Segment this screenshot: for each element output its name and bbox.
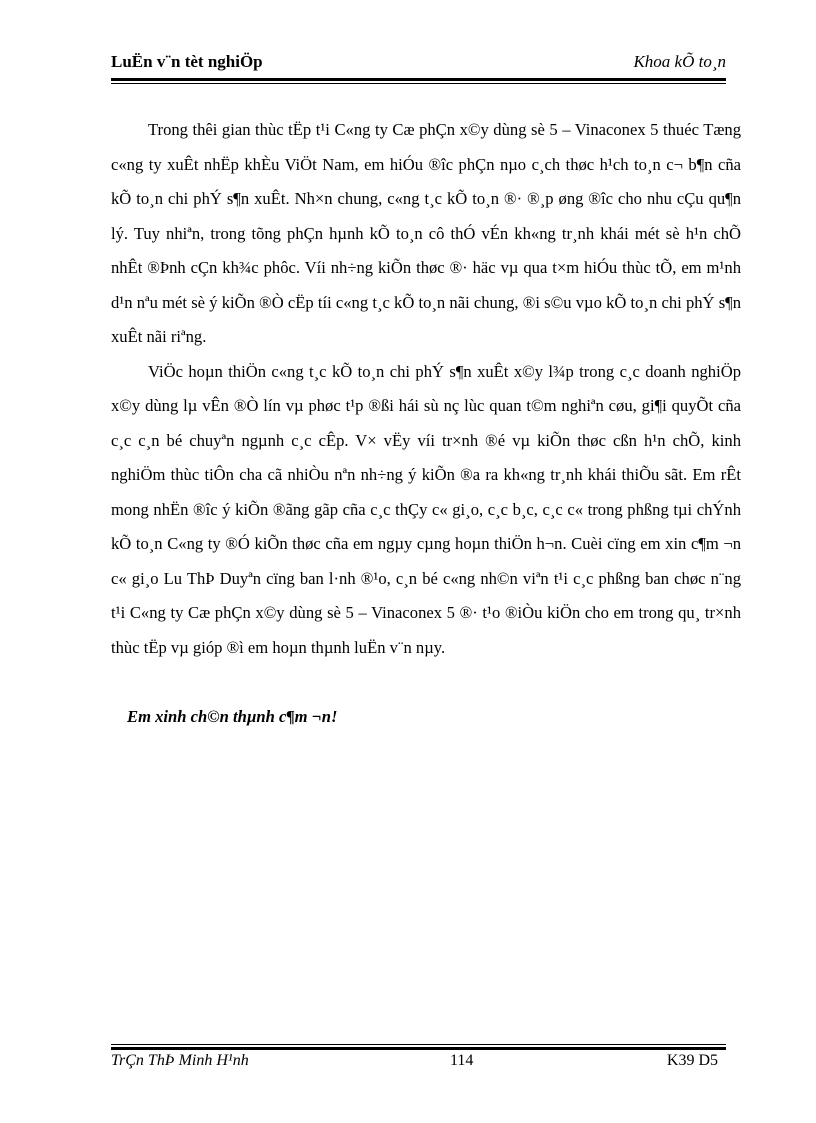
thesis-title: LuËn v¨n tèt nghiÖp	[111, 52, 263, 71]
page-number: 114	[450, 1052, 474, 1069]
header-rule-thick	[111, 78, 726, 81]
department-name: Khoa kÕ to¸n	[633, 52, 726, 71]
header-rule-thin	[111, 83, 726, 84]
page-footer	[111, 1052, 726, 1076]
footer-rule-thick	[111, 1047, 726, 1050]
footer-rule-thin	[111, 1044, 726, 1045]
main-text	[111, 113, 741, 665]
class-code: K39 D5	[666, 1052, 718, 1069]
paragraph-1: Trong thêi gian thùc tËp t¹i C«ng ty Cæ phÇn x©y dùng sè 5 – Vinaconex 5 thuéc Tæng c«ng ty xuÊt nhËp khÈu ViÖt Nam, em hiÓu ®îc phÇn nµo c¸ch thøc h¹ch to¸n c¬ b¶n cña kÕ to¸n chi phÝ s¶n xuÊt. Nh×n chung, c«ng t¸c kÕ to¸n ®· ®¸p øng ®îc cho nhu cÇu qu¶n lý. Tuy nhiªn, trong tõng phÇn hµnh kÕ to¸n cô thÓ vÉn kh«ng tr¸nh khái mét sè h¹n chÕ nhÊt ®Þnh cÇn kh¾c phôc. Víi nh÷ng kiÕn thøc ®· häc vµ qua t×m hiÓu thùc tÕ, em m¹nh d¹n nªu mét sè ý kiÕn ®Ò cËp tíi c«ng t¸c kÕ to¸n nãi chung, ®i s©u vµo kÕ to¸n chi phÝ s¶n xuÊt nãi riªng.	[111, 120, 741, 346]
paragraph-2: ViÖc hoµn thiÖn c«ng t¸c kÕ to¸n chi phÝ s¶n xuÊt x©y l¾p trong c¸c doanh nghiÖp x©y dùng lµ vÊn ®Ò lín vµ phøc t¹p ®ßi hái sù nç lùc quan t©m nghiªn cøu, gi¶i quyÕt cña c¸c c¸n bé chuyªn ngµnh c¸c cÊp. V× vËy víi tr×nh ®é vµ kiÕn thøc cßn h¹n chÕ, kinh nghiÖm thùc tiÔn cha cã nhiÒu nªn nh÷ng ý kiÕn ®a ra kh«ng tr¸nh khái thiÕu sãt. Em rÊt mong nhËn ®îc ý kiÕn ®ãng gãp cña c¸c thÇy c« gi¸o, c¸c b¸c, c¸c c« trong phßng tµi chÝnh kÕ to¸n C«ng ty ®Ó kiÕn thøc cña em ngµy cµng hoµn thiÖn h¬n. Cuèi cïng em xin c¶m ¬n c« gi¸o Lu ThÞ Duyªn cïng ban l·nh ®¹o, c¸n bé c«ng nh©n viªn t¹i c¸c phßng ban chøc n¨ng t¹i C«ng ty Cæ phÇn x©y dùng sè 5 – Vinaconex 5 ®· t¹o ®iÒu kiÖn cho em trong qu¸ tr×nh thùc tËp vµ gióp ®ì em hoµn thµnh luËn v¨n nµy.	[111, 361, 741, 657]
author-name: TrÇn ThÞ Minh H¹nh	[111, 1052, 249, 1069]
page-header	[111, 50, 726, 78]
closing-thanks: Em xinh ch©n thµnh c¶m ¬n!	[127, 707, 338, 726]
